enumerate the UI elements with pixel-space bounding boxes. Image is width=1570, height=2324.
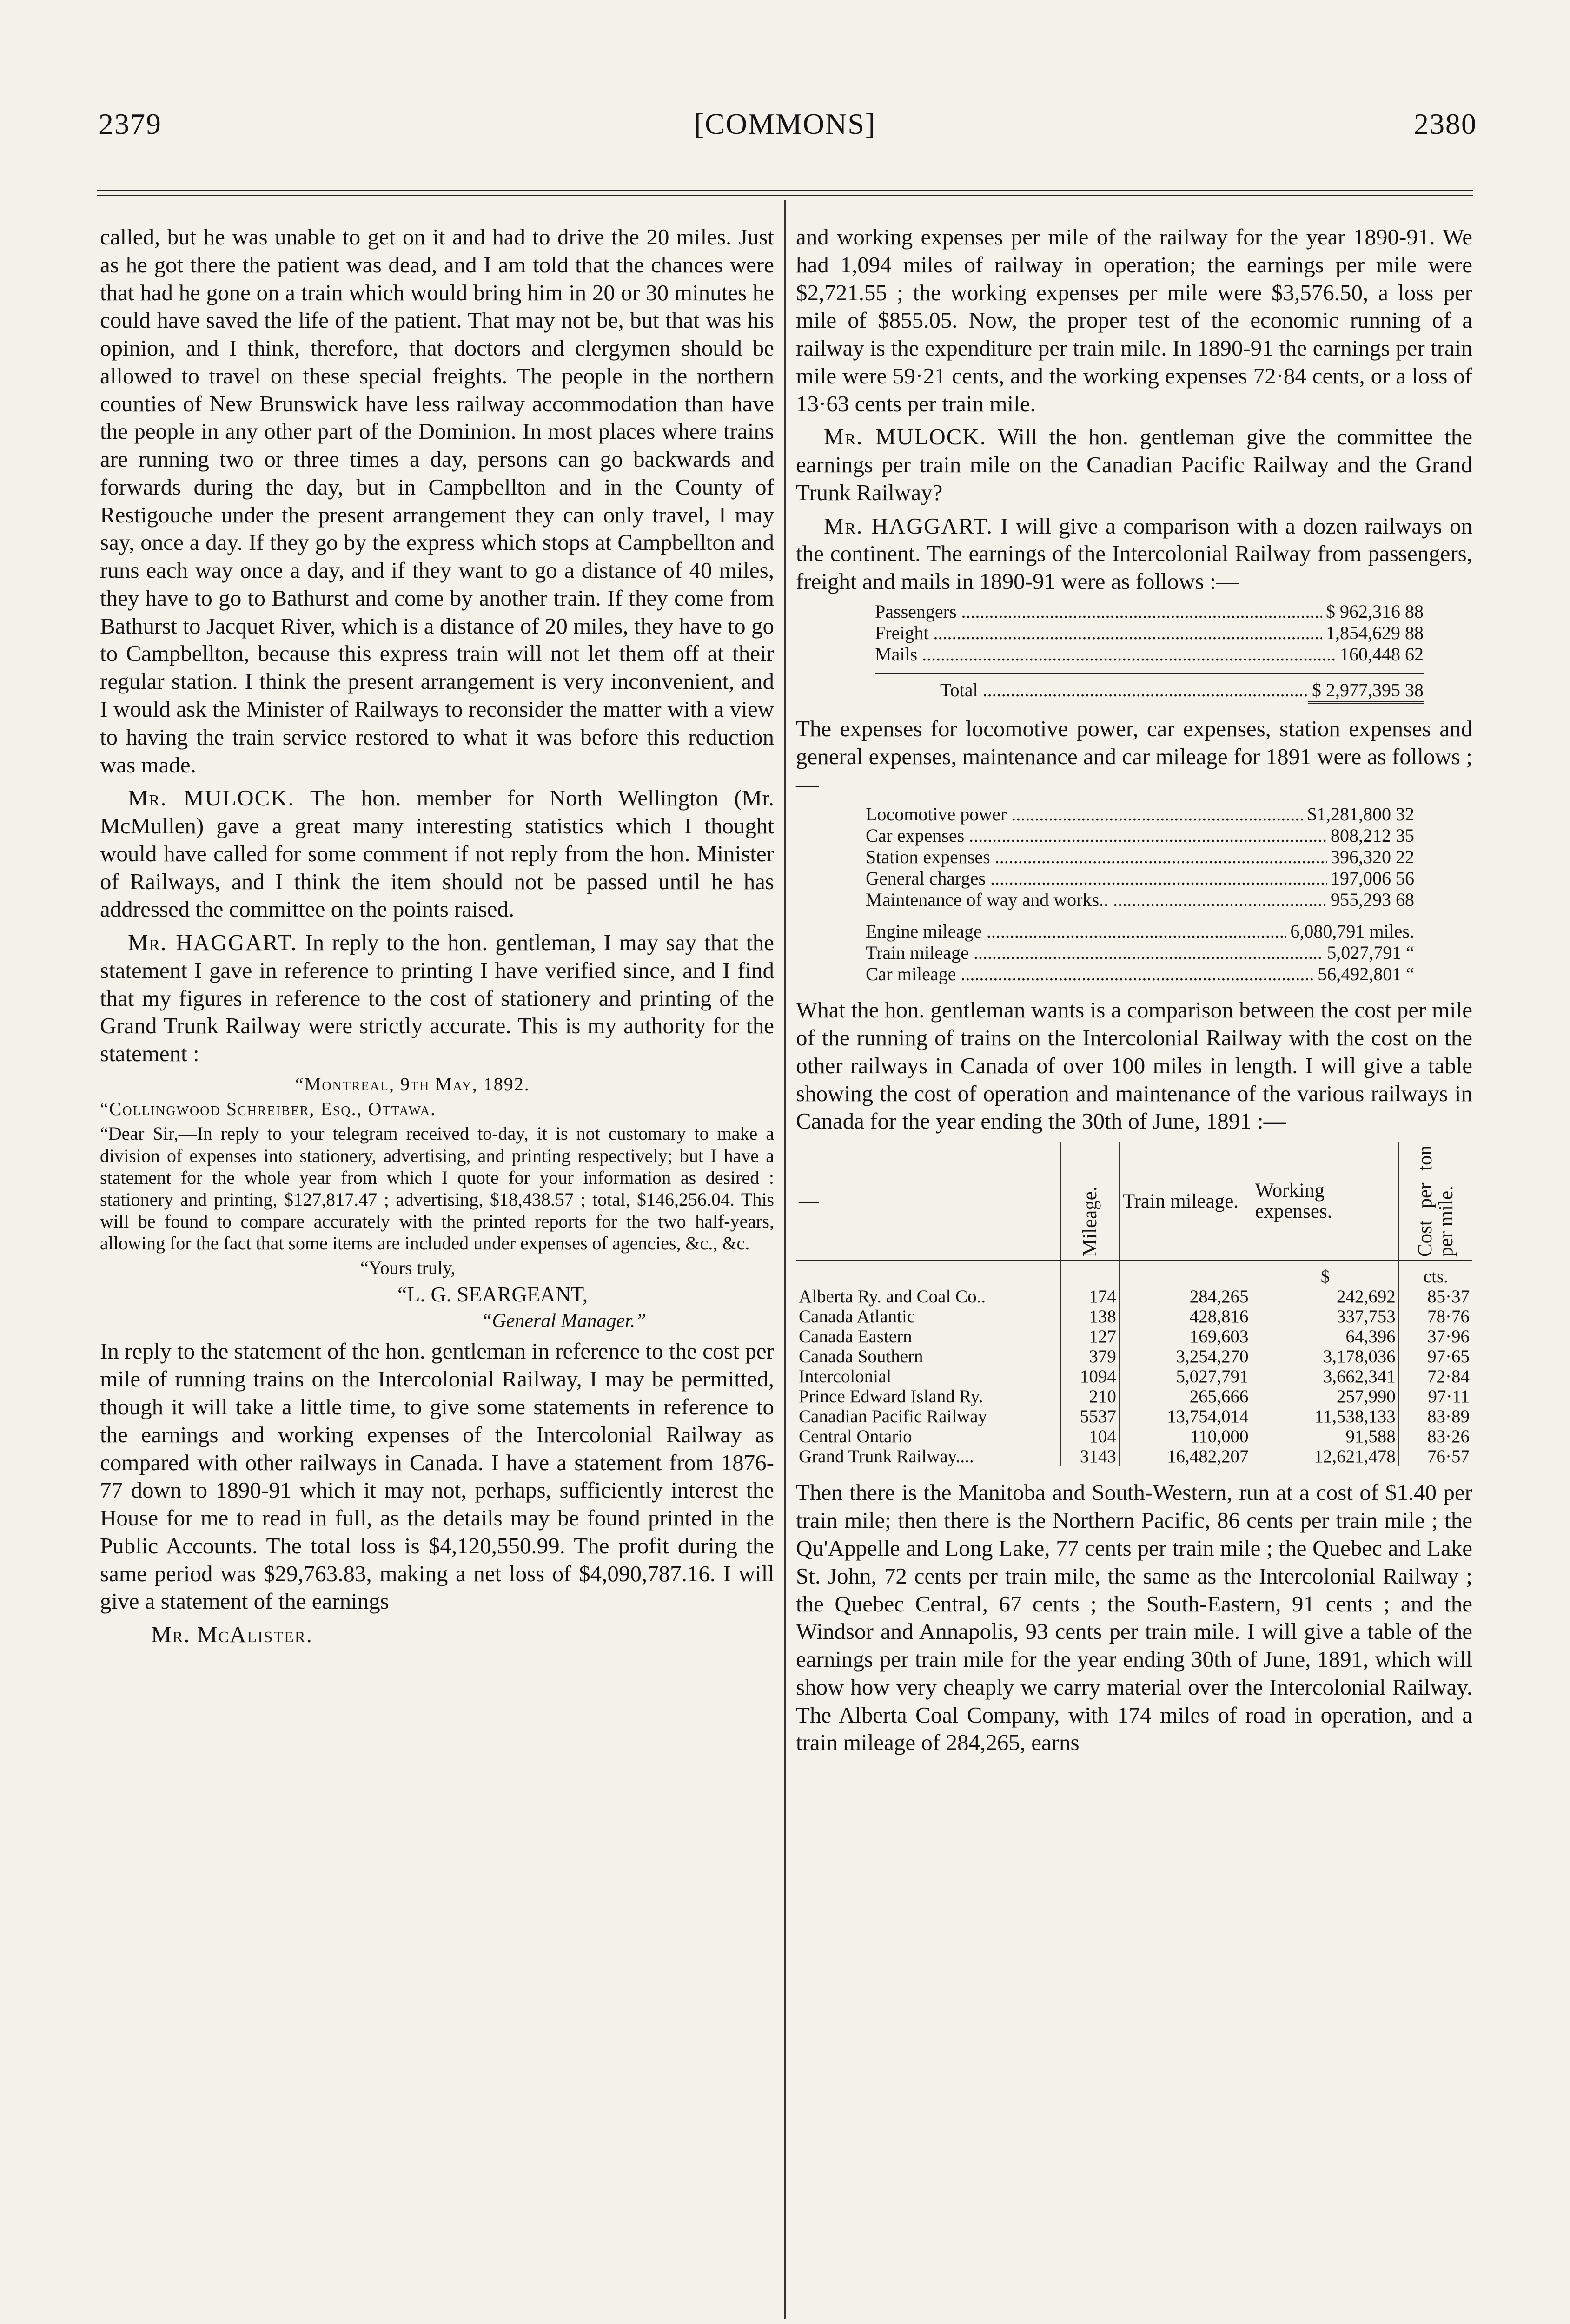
mulock-text: The hon. member for North Wellington (Mr. McMullen) gave a great many interesting statistics which I thought would have called for some comment if not reply from the hon. Minister of Railways, and I think the item should not be passed until he has addressed the committee on the points raised. <box>100 785 774 922</box>
speaker-mulock-right: Mr. MULOCK. <box>824 424 987 450</box>
ledger-row: Freight ..... 1,854,629 88 <box>875 622 1424 644</box>
quoted-letter <box>100 1073 774 1333</box>
speaker-haggart-right: Mr. HAGGART. <box>824 513 993 539</box>
ledger-row: Train mileage ..... 5,027,791 “ <box>866 942 1414 964</box>
speaker-haggart: Mr. HAGGART. <box>128 930 298 956</box>
letter-signatory-title: “General Manager.” <box>481 1310 646 1332</box>
table-header-cost: Cost per ton per mile. <box>1399 1142 1472 1261</box>
ledger-row: General charges ..... 197,006 56 <box>866 868 1414 889</box>
table-row: Canada Atlantic 138 428,816 337,753 78·76 <box>796 1307 1472 1327</box>
left-page-number: 2379 <box>99 107 162 140</box>
table-header-train-mileage: Train mileage. <box>1120 1142 1252 1261</box>
haggart-answer-text: I will give a comparison with a dozen railways on the continent. The earnings of the Intercolonial Railway from passengers, freight and mails in 1890-91 were as follows :— <box>796 513 1473 594</box>
expenses-intro: The expenses for locomotive power, car expenses, station expenses and general expenses, maintenance and car mileage for 1891 were as follows ;— <box>796 715 1472 797</box>
header-rule-bottom <box>97 195 1473 196</box>
railway-comparison-table <box>796 1141 1472 1466</box>
ledger-row: Maintenance of way and works.. ..... 955,293 68 <box>866 889 1414 911</box>
letter-dateline: “Montreal, 9th May, 1892. <box>295 1073 530 1095</box>
right-opening-paragraph: and working expenses per mile of the railway for the year 1890-91. We had 1,094 miles of railway in operation; the earnings per mile were $2,721.55 ; the working expenses per mile were $3,576.50, a loss per mile of $855.05. Now, the proper test of the economic running of a railway is the expenditure per train mile. In 1890-91 the earnings per train mile were 59·21 cents, and the working expenses 72·84 cents, or a loss of 13·63 cents per train mile. <box>796 224 1472 416</box>
ledger-row: Mails ..... 160,448 62 <box>875 644 1424 665</box>
mulock-question-text: Will the hon. gentleman give the committee the earnings per train mile on the Canadian Pacific Railway and the Grand Trunk Railway? <box>796 424 1472 505</box>
ledger-row: Passengers ..... $ 962,316 88 <box>875 601 1424 622</box>
table-units-row: $ cts. <box>796 1261 1472 1287</box>
table-row: Central Ontario 104 110,000 91,588 83·26 <box>796 1427 1472 1447</box>
column-divider <box>784 200 786 2319</box>
letter-signatory: “L. G. SEARGEANT, <box>397 1282 588 1306</box>
header-rule-top <box>97 190 1473 191</box>
table-row: Intercolonial 1094 5,027,791 3,662,341 72·84 <box>796 1367 1472 1387</box>
expenses-ledger <box>866 804 1414 985</box>
mulock-remarks <box>100 784 774 923</box>
table-row: Prince Edward Island Ry. 210 265,666 257,990 97·11 <box>796 1387 1472 1407</box>
right-column <box>796 223 1472 1762</box>
table-header-railway: — <box>796 1142 1060 1261</box>
ledger-row: Station expenses ..... 396,320 22 <box>866 846 1414 868</box>
table-row: Canada Southern 379 3,254,270 3,178,036 97·65 <box>796 1347 1472 1367</box>
ledger-row: Car mileage ..... 56,492,801 “ <box>866 964 1414 985</box>
ledger-row: Locomotive power ..... $1,281,800 32 <box>866 804 1414 825</box>
ledger-row: Car expenses ..... 808,212 35 <box>866 825 1414 846</box>
left-column <box>100 223 774 1654</box>
haggart-reply <box>100 929 774 1068</box>
table-row: Grand Trunk Railway.... 3143 16,482,207 12,621,478 76·57 <box>796 1447 1472 1467</box>
comparison-intro: What the hon. gentleman wants is a comparison between the cost per mile of the running of trains on the Intercolonial Railway with the cost on the other railways in Canada of over 100 miles in length. I will give a table showing the cost of operation and maintenance of the various railways in Canada for the year ending the 30th of June, 1891 :— <box>796 997 1472 1134</box>
ledger-row: Engine mileage ..... 6,080,791 miles. <box>866 921 1414 942</box>
mulock-question <box>796 423 1472 506</box>
closing-paragraph-left: In reply to the statement of the hon. gentleman in reference to the cost per mile of running trains on the Intercolonial Railway, I may be permitted, though it will take a little time, to give some statements in reference to the earnings and working expenses of the Intercolonial Railway as compared with other railways in Canada. I have a statement from 1876-77 down to 1890-91 which it may not, perhaps, sufficiently interest the House for me to read in full, as the details may be found printed in the Public Accounts. The total loss is $4,120,550.99. The profit during the same period was $29,763.83, making a net loss of $4,090,787.16. I will give a statement of the earnings <box>100 1338 774 1614</box>
letter-addressee: “Collingwood Schreiber, Esq., Ottawa. <box>100 1098 437 1120</box>
earnings-ledger <box>875 601 1424 704</box>
letter-closing: “Yours truly, <box>360 1257 456 1279</box>
opening-paragraph: called, but he was unable to get on it and had to drive the 20 miles. Just as he got there the patient was dead, and I am told that the chances were that had he gone on a train which would bring him in 20 or 30 minutes he could have saved the life of the patient. That may not be, but that was his opinion, and I think, therefore, that doctors and clergymen should be allowed to travel on these special freights. The people in the northern counties of New Brunswick have less railway accommodation than have the people in any other part of the Dominion. In most places where trains are running two or three times a day, persons can go backwards and forwards during the day, but in Campbellton and in the County of Restigouche under the present arrangement they can only travel, I may say, once a day. If they go by the express which stops at Campbellton and runs each way once a day, and if they want to go a distance of 40 miles, they have to go to Bathurst and come by another train. If they come from Bathurst to Jacquet River, which is a distance of 20 miles, they have to go to Campbellton, because this express train will not let them off at their regular station. I think the present arrangement is very inconvenient, and I would ask the Minister of Railways to reconsider the matter with a view to having the train service restored to what it was before this reduction was made. <box>100 224 774 778</box>
closing-paragraph-right: Then there is the Manitoba and South-Western, run at a cost of $1.40 per train mile; then there is the Northern Pacific, 86 cents per train mile ; the Qu'Appelle and Long Lake, 77 cents per train mile ; the Quebec and Lake St. John, 72 cents per train mile, the same as the Intercolonial Railway ; the Quebec Central, 67 cents ; the South-Eastern, 91 cents ; and the Windsor and Annapolis, 93 cents per train mile. I will give a table of the earnings per train mile for the year ending 30th of June, 1891, which will show how very cheaply we carry material over the Intercolonial Railway. The Alberta Coal Company, with 174 miles of road in operation, and a train mileage of 284,265, earns <box>796 1479 1472 1756</box>
table-row: Canada Eastern 127 169,603 64,396 37·96 <box>796 1327 1472 1347</box>
speaker-mulock: Mr. MULOCK. <box>128 785 295 811</box>
haggart-answer <box>796 512 1472 595</box>
letter-body: “Dear Sir,—In reply to your telegram received to-day, it is not customary to make a division of expenses into stationery, advertising, and printing respectively; but I have a statement for the whole year from which I quote for your information as desired : stationery and printing, $127,817.47 ; advertising, $18,438.57 ; total, $146,256.04. This will be found to compare accurately with the printed reports for the two half-years, allowing for the fact that some items are included under expenses of agencies, &c., &c. <box>100 1123 774 1254</box>
table-header-mileage: Mileage. <box>1060 1142 1120 1261</box>
haggart-text: In reply to the hon. gentleman, I may say that the statement I gave in reference to printing I have verified since, and I find that my figures in reference to the cost of stationery and printing of the Grand Trunk Railway were strictly accurate. This is my authority for the statement : <box>100 930 774 1067</box>
running-head: [COMMONS] <box>694 107 876 140</box>
table-row: Canadian Pacific Railway 5537 13,754,014 11,538,133 83·89 <box>796 1407 1472 1427</box>
table-header-working-expenses: Working expenses. <box>1252 1142 1399 1261</box>
ledger-total: Total ..... $ 2,977,395 38 <box>875 673 1424 704</box>
right-page-number: 2380 <box>1414 107 1477 140</box>
footer-speaker: Mr. McAlister. <box>151 1622 313 1648</box>
table-row: Alberta Ry. and Coal Co.. 174 284,265 242,692 85·37 <box>796 1287 1472 1307</box>
